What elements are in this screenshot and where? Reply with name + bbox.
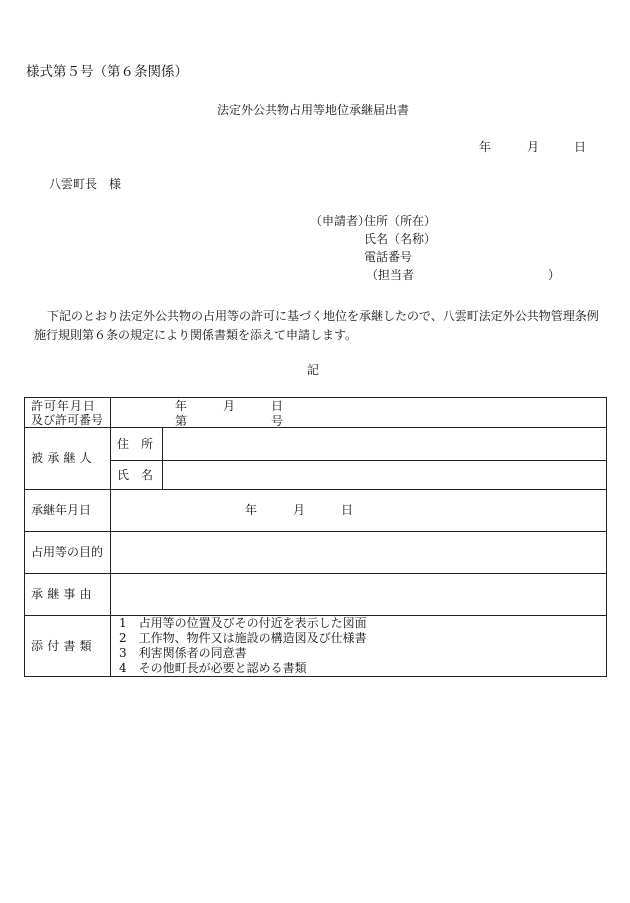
permit-label-cell (25, 398, 111, 428)
purpose-label: 占用等の目的 (25, 532, 111, 574)
applicant-role: （申請者） (310, 214, 371, 228)
notification-table (24, 397, 607, 677)
reason-label (25, 574, 111, 616)
attachment-item: 4 その他町長が必要と認める書類 (119, 661, 307, 675)
succession-day-label: 日 (341, 503, 354, 517)
attachment-item: 3 利害関係者の同意書 (119, 646, 247, 660)
attachment-item: 2 工作物、物件又は施設の構造図及び仕様書 (119, 631, 367, 645)
predecessor-name-label: 氏 名 (111, 461, 163, 490)
attachments-row (25, 616, 607, 677)
applicant-phone-label: 電話番号 (364, 250, 413, 264)
succession-year-label: 年 (245, 503, 258, 517)
predecessor-label (25, 428, 111, 490)
ki-heading: 記 (307, 363, 320, 377)
applicant-name-label: 氏名（名称） (364, 232, 437, 246)
succession-date-label: 承継年月日 (25, 490, 111, 532)
permit-date-label: 許可年月日 (31, 398, 96, 413)
succession-date-row (25, 490, 607, 532)
permit-value-cell[interactable] (111, 398, 607, 428)
date-month-label: 月 (527, 140, 540, 154)
permit-month-label: 月 (223, 399, 236, 413)
attachments-label (25, 616, 111, 677)
predecessor-name-row (25, 461, 607, 490)
predecessor-address-row (25, 428, 607, 461)
permit-day-label: 日 (271, 399, 284, 413)
body-text: 下記のとおり法定外公共物の占用等の許可に基づく地位を承継したので、八雲町法定外公共物管理条例施行規則第６条の規定により関係書類を添えて申請します。 (34, 309, 599, 342)
attachments-label-text: 添付書類 (31, 638, 96, 653)
predecessor-name-field[interactable] (163, 461, 607, 490)
predecessor-address-field[interactable] (163, 428, 607, 461)
permit-row (25, 398, 607, 428)
reason-field[interactable] (111, 574, 607, 616)
permit-no-suffix: 号 (271, 414, 284, 428)
purpose-row (25, 532, 607, 574)
date-year-label: 年 (479, 140, 492, 154)
applicant-contact-close: ） (548, 268, 561, 282)
reason-row (25, 574, 607, 616)
addressee: 八雲町長 様 (49, 177, 122, 191)
document-title: 法定外公共物占用等地位承継届出書 (217, 103, 410, 117)
predecessor-label-text: 被承継人 (31, 451, 96, 465)
date-day-label: 日 (574, 140, 587, 154)
attachments-list (111, 616, 607, 677)
applicant-contact-open: （担当者 (366, 268, 415, 282)
permit-number-label: 及び許可番号 (31, 412, 104, 427)
applicant-address-label: 住所（所在） (364, 214, 437, 228)
permit-no-prefix: 第 (175, 414, 188, 428)
succession-month-label: 月 (293, 503, 306, 517)
form-number: 様式第５号（第６条関係） (26, 64, 188, 80)
purpose-field[interactable] (111, 532, 607, 574)
reason-label-text: 承継事由 (31, 587, 96, 601)
attachment-item: 1 占用等の位置及びその付近を表示した図面 (119, 616, 367, 630)
permit-year-label: 年 (175, 399, 188, 413)
predecessor-address-label: 住 所 (111, 428, 163, 461)
succession-date-field[interactable] (111, 490, 607, 532)
